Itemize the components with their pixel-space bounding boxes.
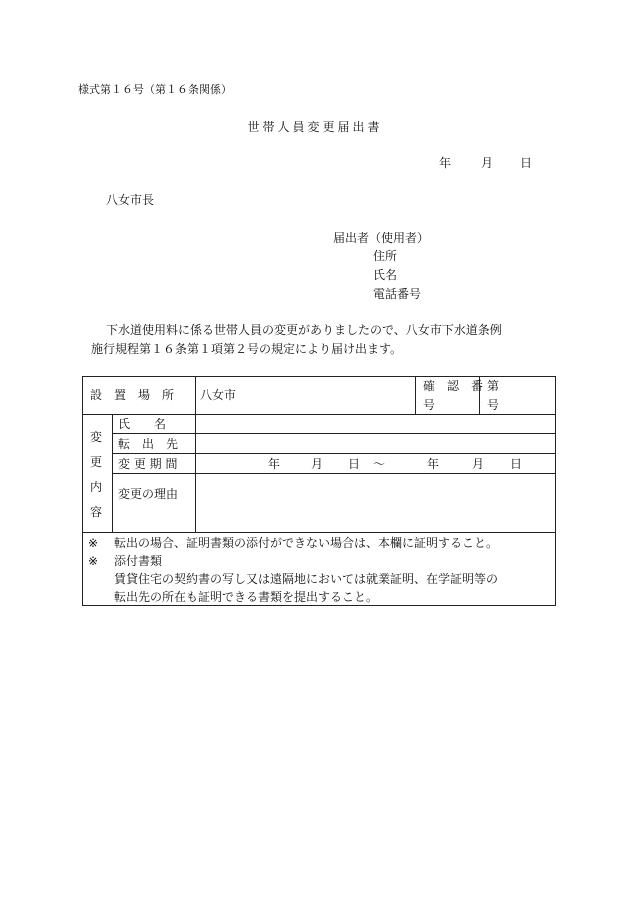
move-destination-label: 転 出 先 [118, 437, 179, 451]
confirm-number-label-2: 号 [423, 398, 436, 412]
period-month-2: 月 [472, 457, 485, 471]
note-transfer: 転出の場合、証明書類の添付ができない場合は、本欄に証明すること。 [114, 536, 499, 550]
applicant-phone-label: 電話番号 [373, 287, 422, 301]
col-divider-location [195, 376, 196, 414]
period-month-1: 月 [311, 457, 324, 471]
date-year: 年 [439, 156, 452, 170]
body-text-line-1: 下水道使用料に係る世帯人員の変更がありましたので、八女市下水道条例 [106, 323, 502, 337]
number-suffix: 号 [487, 398, 500, 412]
note-attachments-line-2: 転出先の所在も証明できる書類を提出すること。 [114, 590, 379, 604]
confirm-number-label: 確 認 番 [423, 379, 484, 393]
note-mark-1: ※ [88, 536, 99, 550]
location-value: 八女市 [200, 388, 237, 402]
name-label: 氏 名 [118, 417, 167, 431]
document-title: 世帯人員変更届出書 [247, 120, 383, 134]
change-label-2: 更 [90, 455, 103, 469]
addressee: 八女市長 [106, 193, 155, 207]
applicant-address-label: 住所 [373, 249, 398, 263]
change-reason-label: 変更の理由 [118, 487, 179, 501]
applicant-name-label: 氏名 [373, 268, 398, 282]
note-mark-2: ※ [88, 554, 99, 568]
form-table [82, 376, 556, 606]
change-label-1: 変 [90, 430, 103, 444]
note-attachments-heading: 添付書類 [114, 554, 163, 568]
change-period-label: 変 更 期 間 [118, 457, 178, 471]
row-divider-location [82, 414, 556, 415]
period-year-2: 年 [427, 457, 440, 471]
change-label-4: 容 [90, 505, 103, 519]
location-label: 設 置 場 所 [90, 388, 175, 402]
row-divider-period [112, 473, 556, 474]
change-label-3: 内 [90, 480, 103, 494]
period-day-1: 日 [348, 457, 361, 471]
table-border-top [82, 376, 556, 377]
period-day-2: 日 [510, 457, 523, 471]
row-divider-move [112, 453, 556, 454]
applicant-label: 届出者（使用者） [333, 231, 430, 245]
table-border-left [82, 376, 83, 606]
number-prefix: 第 [487, 379, 500, 393]
date-day: 日 [520, 156, 533, 170]
body-text-line-2: 施行規程第１６条第１項第２号の規定により届け出ます。 [91, 342, 403, 356]
row-divider-name [112, 433, 556, 434]
date-month: 月 [481, 156, 494, 170]
period-tilde: 〜 [373, 457, 386, 471]
form-number: 様式第１６号（第１６条関係） [78, 83, 232, 96]
table-border-right [555, 376, 556, 606]
col-divider-confirm [415, 376, 416, 414]
col-divider-change [112, 414, 113, 532]
col-divider-labels [195, 414, 196, 532]
period-year-1: 年 [268, 457, 281, 471]
note-attachments-line-1: 賃貸住宅の契約書の写し又は遠隔地においては就業証明、在学証明等の [114, 572, 499, 586]
table-border-bottom [82, 605, 556, 606]
row-divider-notes [82, 532, 556, 533]
